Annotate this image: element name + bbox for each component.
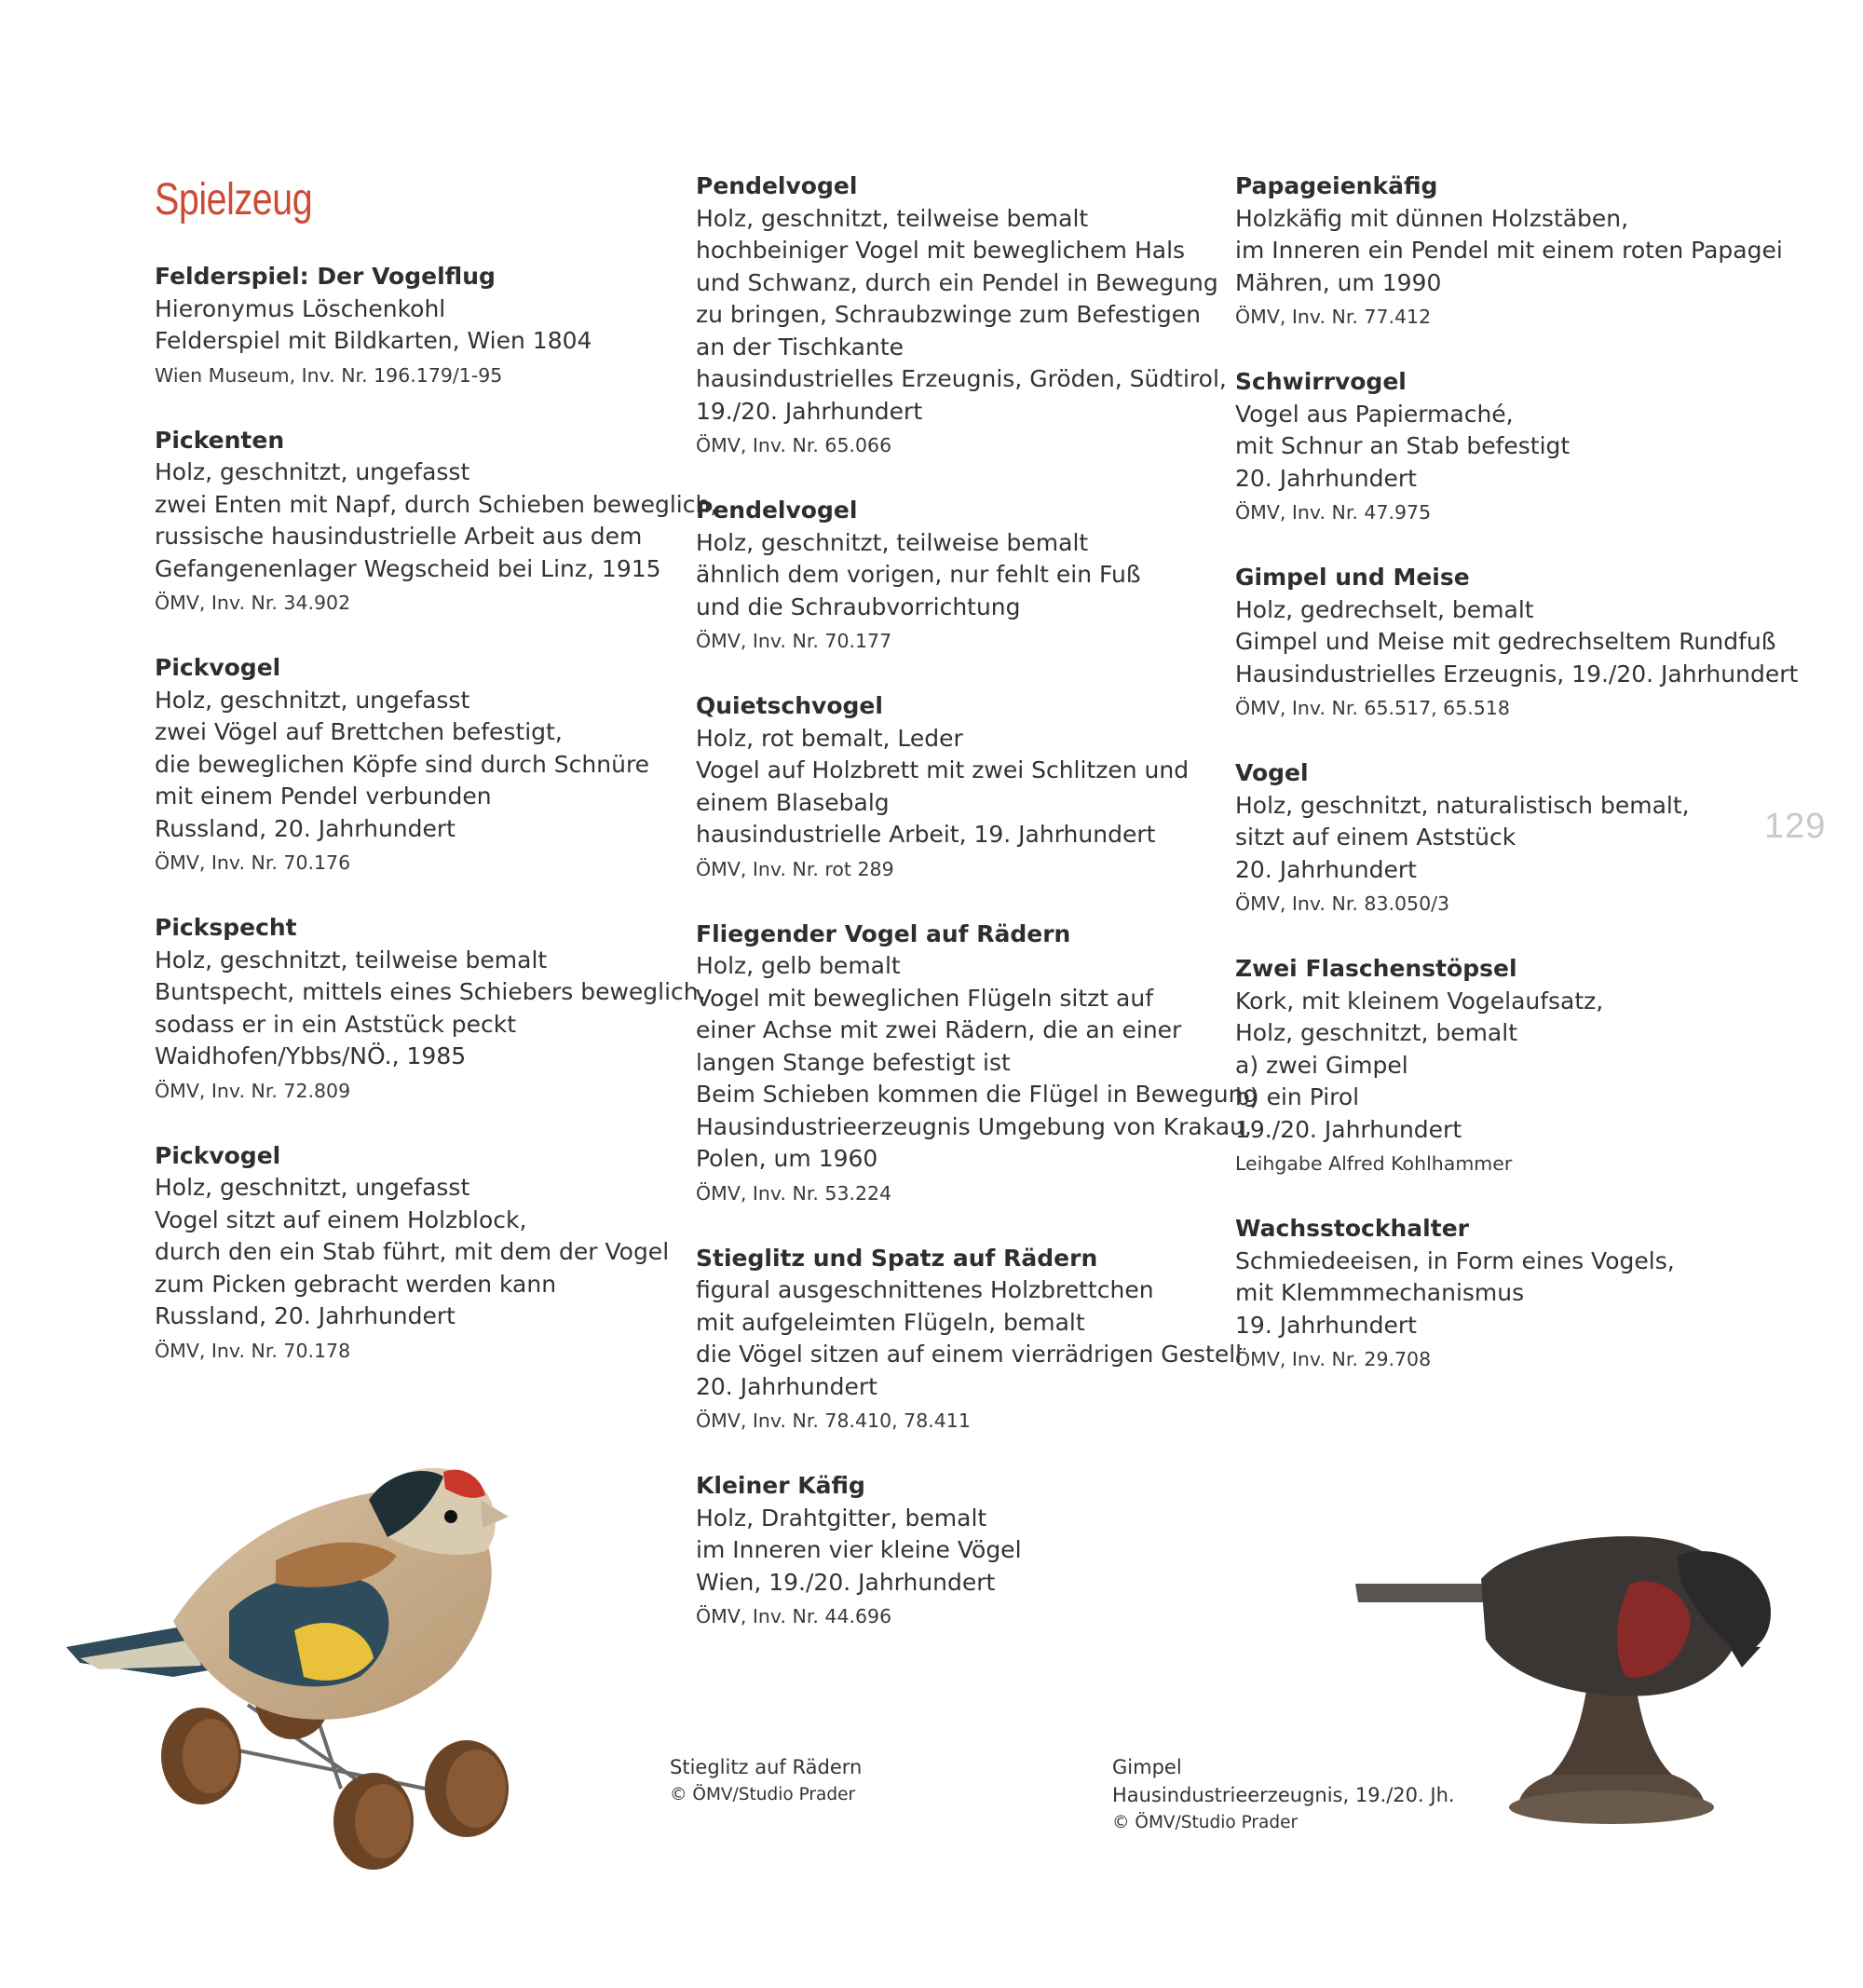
catalog-entry <box>1235 366 1757 530</box>
entry-description-line: zum Picken gebracht werden kann <box>155 1270 557 1298</box>
inventory-number: ÖMV, Inv. Nr. 83.050/3 <box>1235 892 1450 915</box>
caption-line: Gimpel <box>1112 1756 1182 1778</box>
entry-description-line: Holz, geschnitzt, teilweise bemalt <box>696 204 1089 232</box>
entry-description-line: 19./20. Jahrhundert <box>696 397 923 425</box>
entry-description-line: hausindustrielles Erzeugnis, Gröden, Südtirol, <box>696 365 1227 392</box>
entry-title: Stieglitz und Spatz auf Rädern <box>696 1244 1098 1272</box>
entry-description-line: Vogel auf Holzbrett mit zwei Schlitzen und <box>696 756 1190 783</box>
catalog-entry <box>155 425 718 621</box>
inventory-number: ÖMV, Inv. Nr. 65.066 <box>696 434 892 456</box>
entry-description-line: Wien, 19./20. Jahrhundert <box>696 1568 996 1596</box>
entry-description-line: Russland, 20. Jahrhundert <box>155 1302 456 1329</box>
entry-description-line: Holz, rot bemalt, Leder <box>696 724 963 752</box>
entry-description-line: sitzt auf einem Aststück <box>1235 824 1516 851</box>
entry-description-line: die Vögel sitzen auf einem vierrädrigen Gestell <box>696 1341 1243 1368</box>
catalog-entry <box>696 1470 1217 1634</box>
catalog-entry <box>696 495 1217 659</box>
entry-title: Kleiner Käfig <box>696 1472 865 1499</box>
entry-description-line: figural ausgeschnittenes Holzbrettchen <box>696 1276 1154 1303</box>
entry-description-line: Holz, geschnitzt, ungefasst <box>155 686 470 714</box>
entry-description-line: Holz, geschnitzt, ungefasst <box>155 458 470 485</box>
entry-title: Zwei Flaschenstöpsel <box>1235 955 1517 982</box>
entry-description-line: die beweglichen Köpfe sind durch Schnüre <box>155 750 650 778</box>
entry-description-line: Gefangenenlager Wegscheid bei Linz, 1915 <box>155 554 661 582</box>
entry-description-line: Buntspecht, mittels eines Schiebers beweglich, <box>155 978 706 1005</box>
entry-description-line: a) zwei Gimpel <box>1235 1051 1408 1079</box>
page-number: 129 <box>1764 807 1827 846</box>
entry-description-line: langen Stange befestigt ist <box>696 1048 1011 1076</box>
inventory-number: ÖMV, Inv. Nr. 70.178 <box>155 1339 351 1362</box>
catalog-entry <box>155 652 676 880</box>
entry-title: Pickenten <box>155 426 285 454</box>
entry-description-line: Hausindustrielles Erzeugnis, 19./20. Jahrhundert <box>1235 660 1799 688</box>
entry-description-line: einem Blasebalg <box>696 788 890 816</box>
caption-line: Stieglitz auf Rädern <box>670 1756 863 1778</box>
catalog-entry <box>155 1140 676 1368</box>
entry-description-line: mit einem Pendel verbunden <box>155 783 492 810</box>
entry-description-line: Waidhofen/Ybbs/NÖ., 1985 <box>155 1042 467 1069</box>
catalog-entry <box>696 919 1258 1211</box>
catalog-entry <box>1235 1213 1757 1377</box>
caption-goldfinch <box>670 1753 862 1809</box>
inventory-number: ÖMV, Inv. Nr. 47.975 <box>1235 501 1432 524</box>
entry-title: Pickspecht <box>155 914 297 941</box>
entry-description-line: und Schwanz, durch ein Pendel in Bewegung <box>696 268 1218 296</box>
entry-description-line: 20. Jahrhundert <box>1235 464 1417 492</box>
inventory-number: ÖMV, Inv. Nr. 65.517, 65.518 <box>1235 697 1510 719</box>
entry-description-line: ähnlich dem vorigen, nur fehlt ein Fuß <box>696 561 1141 588</box>
entry-description-line: b) ein Pirol <box>1235 1083 1360 1110</box>
entry-title: Pickvogel <box>155 1141 281 1169</box>
column-1 <box>155 170 718 1400</box>
entry-description-line: 19./20. Jahrhundert <box>1235 1115 1462 1143</box>
entry-description-line: Vogel aus Papiermaché, <box>1235 400 1514 428</box>
entry-description-line: 20. Jahrhundert <box>696 1372 877 1400</box>
section-title: Spielzeug <box>155 175 313 225</box>
entry-title: Felderspiel: Der Vogelflug <box>155 263 496 290</box>
entry-description-line: mit Klemmmechanismus <box>1235 1279 1525 1306</box>
entry-title: Gimpel und Meise <box>1235 564 1470 591</box>
entry-description-line: Polen, um 1960 <box>696 1145 878 1172</box>
entry-description-line: Schmiedeeisen, in Form eines Vogels, <box>1235 1246 1675 1274</box>
column-2 <box>696 170 1258 1666</box>
inventory-number: ÖMV, Inv. Nr. 53.224 <box>696 1181 892 1205</box>
entry-description-line: hausindustrielle Arbeit, 19. Jahrhundert <box>696 821 1156 848</box>
entry-description-line: Mähren, um 1990 <box>1235 268 1442 296</box>
entry-title: Pendelvogel <box>696 172 858 199</box>
inventory-number: ÖMV, Inv. Nr. 78.410, 78.411 <box>696 1409 971 1432</box>
entry-description-line: 19. Jahrhundert <box>1235 1311 1417 1339</box>
goldfinch-on-wheels-image <box>61 1397 658 1882</box>
entry-description-line: Vogel sitzt auf einem Holzblock, <box>155 1205 527 1233</box>
entry-description-line: sodass er in ein Aststück peckt <box>155 1010 517 1038</box>
caption-bullfinch <box>1112 1753 1455 1837</box>
entry-title: Fliegender Vogel auf Rädern <box>696 919 1071 947</box>
inventory-number: ÖMV, Inv. Nr. 34.902 <box>155 592 351 614</box>
entry-description-line: Beim Schieben kommen die Flügel in Bewegung <box>696 1081 1258 1108</box>
bird-tail <box>1355 1584 1490 1602</box>
entry-title: Quietschvogel <box>696 692 883 719</box>
catalog-entry <box>696 690 1217 887</box>
bird-eye <box>444 1510 457 1523</box>
entry-description-line: Holzkäfig mit dünnen Holzstäben, <box>1235 204 1629 232</box>
catalog-entry <box>155 261 676 393</box>
photo-credit: © ÖMV/Studio Prader <box>670 1785 856 1804</box>
bird-beak <box>1728 1644 1761 1668</box>
entry-title: Papageienkäfig <box>1235 172 1438 199</box>
catalog-entry <box>1235 757 1757 921</box>
catalog-entry <box>696 170 1227 463</box>
inventory-number: ÖMV, Inv. Nr. 70.176 <box>155 851 351 874</box>
catalog-entry <box>1235 562 1799 726</box>
inventory-number: ÖMV, Inv. Nr. 29.708 <box>1235 1348 1432 1370</box>
entry-description-line: Hausindustrieerzeugnis Umgebung von Krakau, <box>696 1112 1252 1140</box>
catalog-entry <box>155 912 706 1109</box>
inventory-number: ÖMV, Inv. Nr. 70.177 <box>696 630 892 652</box>
inventory-number: Wien Museum, Inv. Nr. 196.179/1-95 <box>155 363 503 387</box>
inventory-number: ÖMV, Inv. Nr. 72.809 <box>155 1079 351 1102</box>
caption-line: Hausindustrieerzeugnis, 19./20. Jh. <box>1112 1784 1455 1806</box>
entry-description-line: Holz, gelb bemalt <box>696 952 901 979</box>
photo-credit: © ÖMV/Studio Prader <box>1112 1813 1299 1832</box>
entry-description-line: Holz, geschnitzt, teilweise bemalt <box>155 946 548 974</box>
catalog-entry <box>1235 170 1783 334</box>
entry-title: Schwirrvogel <box>1235 368 1407 395</box>
entry-description-line: Holz, geschnitzt, naturalistisch bemalt, <box>1235 791 1690 819</box>
entry-description-line: im Inneren vier kleine Vögel <box>696 1536 1022 1563</box>
entry-description-line: durch den ein Stab führt, mit dem der Vogel <box>155 1238 670 1265</box>
entry-description-line: und die Schraubvorrichtung <box>696 592 1021 620</box>
entry-description-line: 20. Jahrhundert <box>1235 855 1417 883</box>
entry-description-line: Felderspiel mit Bildkarten, Wien 1804 <box>155 327 592 354</box>
entry-description-line: Holz, geschnitzt, teilweise bemalt <box>696 528 1089 556</box>
catalog-entry <box>1235 953 1757 1181</box>
inventory-number: ÖMV, Inv. Nr. rot 289 <box>696 857 894 880</box>
entry-description-line: Holz, geschnitzt, bemalt <box>1235 1019 1518 1046</box>
inventory-number: ÖMV, Inv. Nr. 77.412 <box>1235 306 1432 328</box>
entry-description-line: im Inneren ein Pendel mit einem roten Papagei <box>1235 237 1783 264</box>
entry-description-line: zu bringen, Schraubzwinge zum Befestigen <box>696 301 1202 328</box>
entry-description-line: zwei Vögel auf Brettchen befestigt, <box>155 718 563 745</box>
entry-title: Pickvogel <box>155 654 281 681</box>
entry-description-line: Gimpel und Meise mit gedrechseltem Rundfuß <box>1235 628 1776 655</box>
entry-description-line: einer Achse mit zwei Rädern, die an einer <box>696 1016 1182 1043</box>
entry-description-line: Hieronymus Löschenkohl <box>155 294 446 322</box>
entry-description-line: Holz, geschnitzt, ungefasst <box>155 1174 470 1201</box>
entry-description-line: Vogel mit beweglichen Flügeln sitzt auf <box>696 984 1154 1012</box>
entry-description-line: mit Schnur an Stab befestigt <box>1235 432 1571 459</box>
catalog-entry <box>696 1243 1243 1439</box>
entry-title: Pendelvogel <box>696 497 858 524</box>
entry-title: Vogel <box>1235 759 1309 786</box>
entry-description-line: Kork, mit kleinem Vogelaufsatz, <box>1235 987 1604 1014</box>
entry-title: Wachsstockhalter <box>1235 1215 1469 1242</box>
entry-description-line: Holz, gedrechselt, bemalt <box>1235 595 1534 623</box>
inventory-number: Leihgabe Alfred Kohlhammer <box>1235 1152 1513 1175</box>
entry-description-line: zwei Enten mit Napf, durch Schieben beweglich, <box>155 490 718 518</box>
entry-description-line: Russland, 20. Jahrhundert <box>155 814 456 842</box>
entry-description-line: an der Tischkante <box>696 333 904 361</box>
entry-description-line: mit aufgeleimten Flügeln, bemalt <box>696 1308 1085 1336</box>
inventory-number: ÖMV, Inv. Nr. 44.696 <box>696 1605 892 1627</box>
entry-description-line: russische hausindustrielle Arbeit aus dem <box>155 523 643 550</box>
entry-description-line: Holz, Drahtgitter, bemalt <box>696 1504 987 1532</box>
entry-description-line: hochbeiniger Vogel mit beweglichem Hals <box>696 237 1186 264</box>
